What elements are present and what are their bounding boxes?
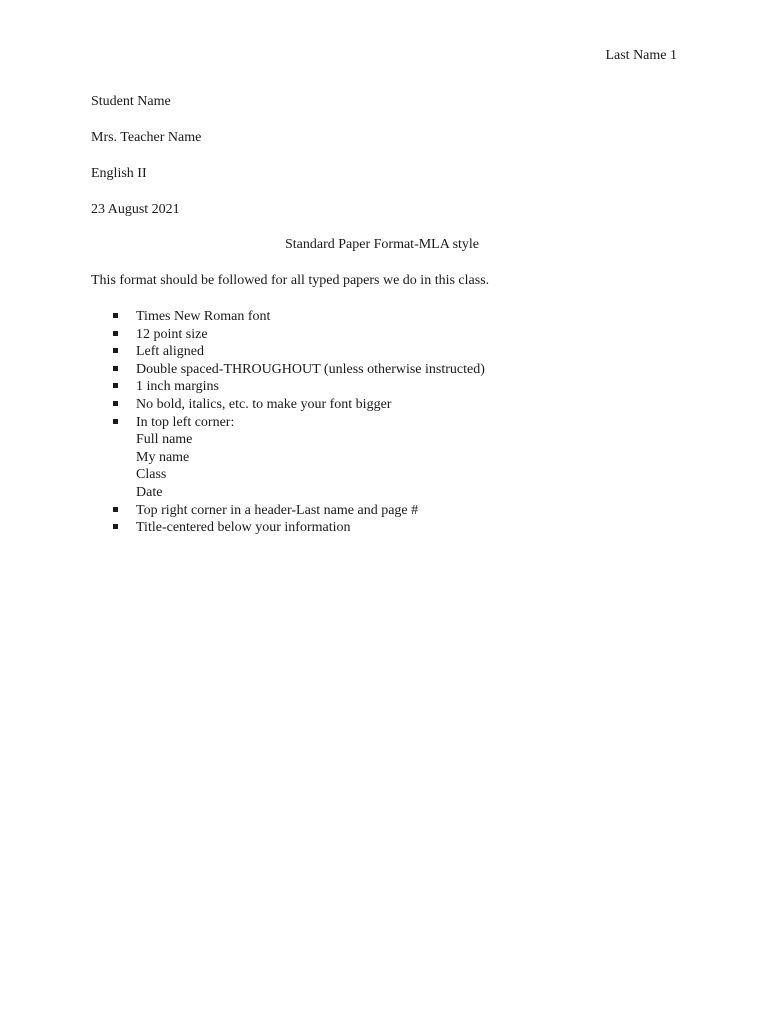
list-item [91, 378, 691, 396]
document-title: Standard Paper Format-MLA style [284, 237, 480, 252]
list-item [91, 519, 691, 537]
square-bullet-icon [113, 419, 118, 424]
square-bullet-icon [113, 383, 118, 388]
sub-item-date: Date [136, 484, 163, 500]
format-rules-list [91, 308, 691, 537]
list-item [91, 502, 691, 520]
square-bullet-icon [113, 524, 118, 529]
list-item-text: Title-centered below your information [136, 520, 351, 536]
list-item-text: No bold, italics, etc. to make your font bigger [136, 396, 392, 412]
student-name-line: Student Name [91, 94, 171, 109]
list-item-text: 1 inch margins [136, 379, 219, 395]
intro-paragraph: This format should be followed for all typed papers we do in this class. [91, 273, 490, 288]
list-item-text: In top left corner: [136, 414, 235, 430]
sub-item-class: Class [136, 467, 167, 483]
list-item [91, 343, 691, 361]
list-item-text: 12 point size [136, 326, 208, 342]
square-bullet-icon [113, 507, 118, 512]
list-item [91, 326, 691, 344]
sub-item-my-name: My name [136, 449, 190, 465]
teacher-name-line: Mrs. Teacher Name [91, 130, 202, 145]
square-bullet-icon [113, 366, 118, 371]
list-item-text: Left aligned [136, 344, 205, 360]
page-header-last-name: Last Name 1 [605, 48, 677, 63]
square-bullet-icon [113, 313, 118, 318]
square-bullet-icon [113, 331, 118, 336]
list-item-text: Top right corner in a header-Last name and page # [136, 502, 419, 518]
date-line: 23 August 2021 [91, 202, 180, 217]
list-item [91, 308, 691, 326]
list-item [91, 361, 691, 379]
list-item [91, 414, 691, 502]
sub-item-full-name: Full name [136, 432, 193, 448]
square-bullet-icon [113, 401, 118, 406]
square-bullet-icon [113, 348, 118, 353]
list-item [91, 396, 691, 414]
class-name-line: English II [91, 166, 147, 181]
list-item-text: Times New Roman font [136, 309, 271, 324]
list-item-text: Double spaced-THROUGHOUT (unless otherwise instructed) [136, 361, 485, 377]
